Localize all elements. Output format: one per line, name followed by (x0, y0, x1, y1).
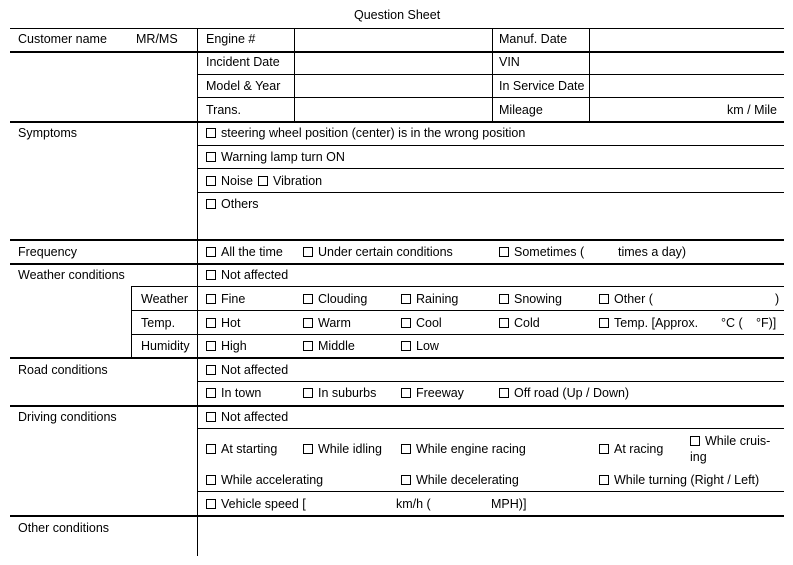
rule (198, 491, 784, 492)
checkbox-icon (206, 444, 216, 454)
rule (10, 121, 784, 123)
road-in-suburbs-checkbox[interactable]: In suburbs (303, 386, 376, 400)
page-title: Question Sheet (354, 8, 441, 22)
checkbox-icon (401, 318, 411, 328)
checkbox-icon (499, 388, 509, 398)
symptom-vibration-checkbox[interactable]: Vibration (258, 174, 322, 188)
temp-warm-checkbox[interactable]: Warm (303, 316, 351, 330)
driving-conditions-label: Driving conditions (18, 410, 117, 424)
vehicle-speed-mph: MPH)] (491, 497, 527, 511)
rule (131, 286, 784, 287)
frequency-times-a-day: times a day) (618, 245, 687, 259)
driving-at-racing-checkbox[interactable]: At racing (599, 442, 663, 456)
rule (198, 428, 784, 429)
driving-not-affected-checkbox[interactable]: Not affected (206, 410, 288, 424)
checkbox-icon (401, 294, 411, 304)
checkbox-icon (303, 388, 313, 398)
rule (10, 515, 784, 517)
rule (198, 74, 784, 75)
humidity-label: Humidity (141, 339, 190, 353)
symptom-others-checkbox[interactable]: Others (206, 197, 259, 211)
model-year-label: Model & Year (206, 79, 281, 93)
road-in-town-checkbox[interactable]: In town (206, 386, 261, 400)
mileage-label: Mileage (499, 103, 543, 117)
driving-accelerating-checkbox[interactable]: While accelerating (206, 473, 323, 487)
vehicle-speed-kmh: km/h ( (396, 497, 431, 511)
rule (10, 263, 784, 265)
checkbox-icon (206, 341, 216, 351)
weather-fine-checkbox[interactable]: Fine (206, 292, 245, 306)
mr-ms-label: MR/MS (136, 32, 178, 46)
driving-turning-checkbox[interactable]: While turning (Right / Left) (599, 473, 759, 487)
temp-hot-checkbox[interactable]: Hot (206, 316, 240, 330)
temp-approx-checkbox[interactable]: Temp. [Approx. (599, 316, 698, 330)
driving-engine-racing-checkbox[interactable]: While engine racing (401, 442, 526, 456)
driving-while-idling-checkbox[interactable]: While idling (303, 442, 382, 456)
checkbox-icon (401, 341, 411, 351)
checkbox-icon (206, 294, 216, 304)
rule (198, 381, 784, 382)
customer-name-label: Customer name (18, 32, 107, 46)
manuf-date-label: Manuf. Date (499, 32, 568, 46)
rule (198, 97, 784, 98)
symptom-steering-checkbox[interactable]: steering wheel position (center) is in the wrong position (206, 126, 525, 140)
checkbox-icon (303, 294, 313, 304)
weather-raining-checkbox[interactable]: Raining (401, 292, 458, 306)
humidity-middle-checkbox[interactable]: Middle (303, 339, 355, 353)
weather-conditions-label: Weather conditions (18, 268, 125, 282)
checkbox-icon (206, 499, 216, 509)
checkbox-icon (206, 176, 216, 186)
symptoms-label: Symptoms (18, 126, 78, 140)
column-divider (131, 286, 132, 357)
checkbox-icon (206, 388, 216, 398)
temp-label: Temp. (141, 316, 176, 330)
engine-number-label: Engine # (206, 32, 256, 46)
weather-not-affected-checkbox[interactable]: Not affected (206, 268, 288, 282)
other-conditions-label: Other conditions (18, 521, 110, 535)
weather-snowing-checkbox[interactable]: Snowing (499, 292, 562, 306)
symptom-noise-checkbox[interactable]: Noise (206, 174, 253, 188)
column-divider (492, 28, 493, 121)
road-not-affected-checkbox[interactable]: Not affected (206, 363, 288, 377)
driving-at-starting-checkbox[interactable]: At starting (206, 442, 277, 456)
driving-decelerating-checkbox[interactable]: While decelerating (401, 473, 519, 487)
driving-while-cruising-cont: ing (690, 450, 707, 464)
checkbox-icon (206, 152, 216, 162)
checkbox-icon (401, 388, 411, 398)
weather-other-close: ) (775, 292, 780, 306)
rule (10, 28, 784, 29)
rule (198, 145, 784, 146)
checkbox-icon (499, 247, 509, 257)
rule (198, 192, 784, 193)
mileage-unit: km / Mile (727, 103, 777, 117)
column-divider (197, 28, 198, 556)
checkbox-icon (690, 436, 700, 446)
rule (10, 51, 784, 53)
incident-date-label: Incident Date (206, 55, 280, 69)
checkbox-icon (599, 444, 609, 454)
checkbox-icon (206, 318, 216, 328)
road-off-road-checkbox[interactable]: Off road (Up / Down) (499, 386, 629, 400)
checkbox-icon (599, 294, 609, 304)
temp-unit-fahrenheit: °F)] (756, 316, 777, 330)
checkbox-icon (303, 444, 313, 454)
trans-label: Trans. (206, 103, 241, 117)
checkbox-icon (599, 475, 609, 485)
checkbox-icon (206, 199, 216, 209)
driving-vehicle-speed-checkbox[interactable]: Vehicle speed [ (206, 497, 306, 511)
checkbox-icon (206, 128, 216, 138)
frequency-sometimes-checkbox[interactable]: Sometimes ( (499, 245, 584, 259)
vin-label: VIN (499, 55, 520, 69)
frequency-certain-conditions-checkbox[interactable]: Under certain conditions (303, 245, 453, 259)
column-divider (294, 28, 295, 121)
symptom-warning-lamp-checkbox[interactable]: Warning lamp turn ON (206, 150, 345, 164)
checkbox-icon (499, 318, 509, 328)
checkbox-icon (206, 412, 216, 422)
temp-cool-checkbox[interactable]: Cool (401, 316, 442, 330)
rule (198, 168, 784, 169)
checkbox-icon (258, 176, 268, 186)
rule (10, 405, 784, 407)
weather-other-checkbox[interactable]: Other ( (599, 292, 653, 306)
road-freeway-checkbox[interactable]: Freeway (401, 386, 464, 400)
weather-clouding-checkbox[interactable]: Clouding (303, 292, 367, 306)
temp-cold-checkbox[interactable]: Cold (499, 316, 540, 330)
weather-label: Weather (141, 292, 189, 306)
humidity-high-checkbox[interactable]: High (206, 339, 247, 353)
rule (10, 239, 784, 241)
checkbox-icon (206, 475, 216, 485)
rule (10, 357, 784, 359)
driving-while-cruising-checkbox[interactable]: While cruis- (690, 434, 770, 448)
checkbox-icon (206, 247, 216, 257)
road-conditions-label: Road conditions (18, 363, 108, 377)
checkbox-icon (401, 475, 411, 485)
checkbox-icon (303, 341, 313, 351)
checkbox-icon (206, 270, 216, 280)
rule (131, 334, 784, 335)
checkbox-icon (599, 318, 609, 328)
humidity-low-checkbox[interactable]: Low (401, 339, 439, 353)
checkbox-icon (401, 444, 411, 454)
checkbox-icon (499, 294, 509, 304)
checkbox-icon (206, 365, 216, 375)
frequency-label: Frequency (18, 245, 78, 259)
in-service-date-label: In Service Date (499, 79, 585, 93)
temp-unit-celsius: °C ( (721, 316, 743, 330)
checkbox-icon (303, 318, 313, 328)
rule (131, 310, 784, 311)
column-divider (589, 28, 590, 121)
checkbox-icon (303, 247, 313, 257)
frequency-all-the-time-checkbox[interactable]: All the time (206, 245, 283, 259)
